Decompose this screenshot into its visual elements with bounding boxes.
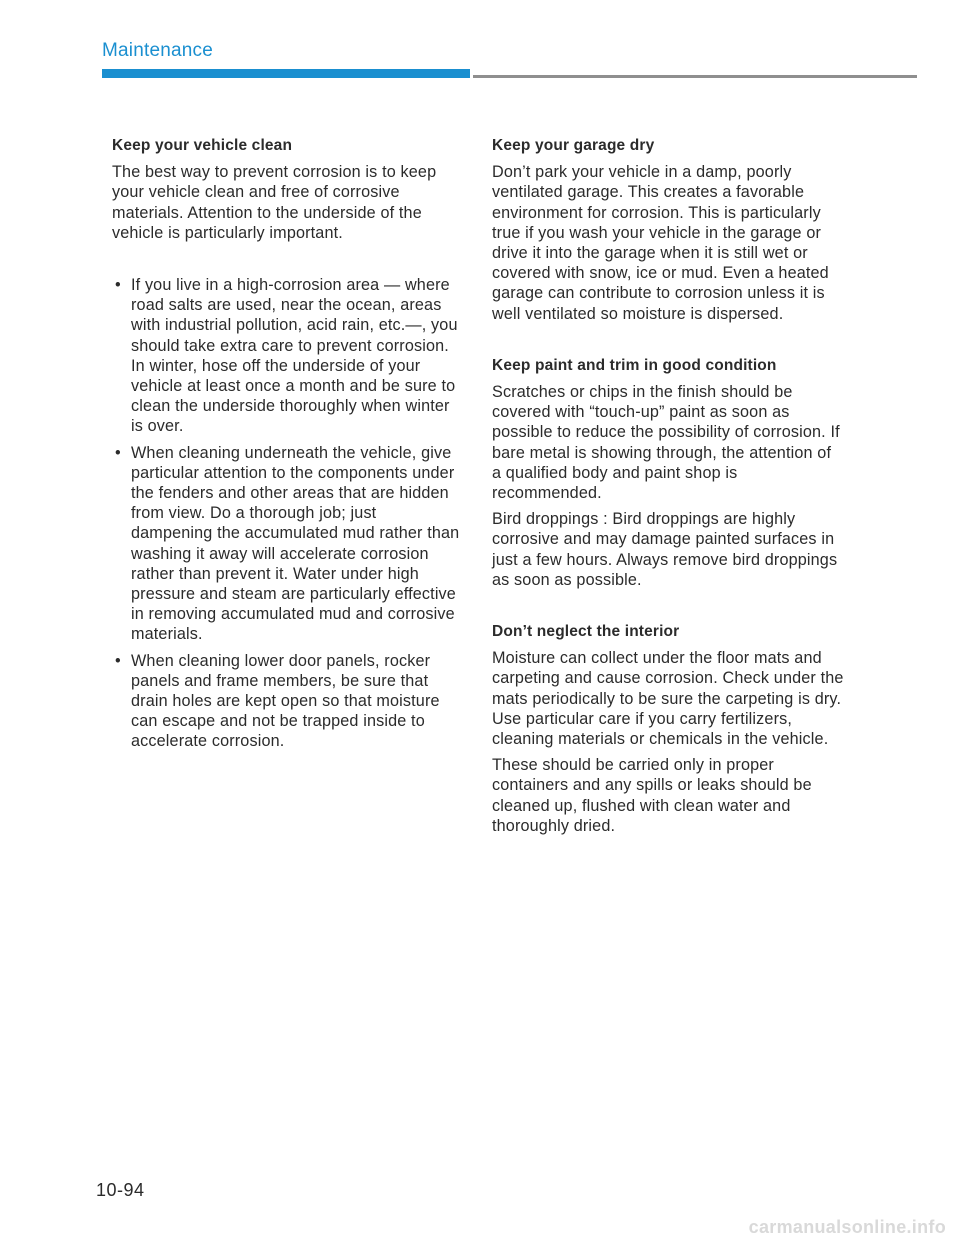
paragraph: Moisture can collect under the floor mats and carpeting and cause corrosion. Check under the mats periodically to be sure the carpeting is dry. Use particular care if you carry fertilizers, cleaning materials or chemicals in the vehicle. bbox=[492, 649, 844, 749]
heading-keep-garage-dry: Keep your garage dry bbox=[492, 137, 655, 154]
heading-keep-vehicle-clean: Keep your vehicle clean bbox=[112, 137, 293, 154]
bullet-text: If you live in a high-corrosion area — where road salts are used, near the ocean, areas with industrial pollution, acid rain, etc.—, you should take extra care to prevent corrosion. In winter, hose off the underside of your vehicle at least once a month and be sure to clean the underside thoroughly when winter is over. bbox=[131, 276, 458, 436]
header-divider-rule bbox=[473, 75, 917, 78]
page-number: 10-94 bbox=[96, 1180, 145, 1200]
intro-paragraph: The best way to prevent corrosion is to keep your vehicle clean and free of corrosive materials. Attention to the underside of the vehicle is particularly important. bbox=[112, 163, 437, 242]
heading-keep-paint-trim: Keep paint and trim in good condition bbox=[492, 356, 777, 374]
bullet-icon: • bbox=[115, 651, 121, 670]
bullet-icon: • bbox=[115, 443, 121, 462]
header-accent-rule bbox=[102, 69, 470, 78]
bullet-text: When cleaning underneath the vehicle, give particular attention to the components under the fenders and other areas that are hidden from view. Do a thorough job; just dampening the accumulated mud rather than washing it away will accelerate corrosion rather than prevent it. Water under high pressure and steam are particularly effective in removing accumulated mud and corrosive materials. bbox=[131, 443, 460, 644]
paragraph: Don’t park your vehicle in a damp, poorly ventilated garage. This creates a favorable environment for corrosion. This is particularly true if you wash your vehicle in the garage or drive it into the garage when it is still wet or covered with snow, ice or mud. Even a heated garage can contribute to corrosion unless it is well ventilated so moisture is dispersed. bbox=[492, 163, 829, 323]
heading-dont-neglect-interior: Don’t neglect the interior bbox=[492, 623, 680, 641]
bullet-list bbox=[112, 275, 462, 752]
list-item bbox=[112, 443, 462, 645]
list-item bbox=[112, 651, 462, 752]
right-column bbox=[492, 136, 844, 842]
bullet-text: When cleaning lower door panels, rocker panels and frame members, be sure that drain holes are kept open so that moisture can escape and not be trapped inside to accelerate corrosion. bbox=[131, 651, 440, 751]
paragraph: Bird droppings : Bird droppings are highly corrosive and may damage painted surfaces in just a few hours. Always remove bird droppings as soon as possible. bbox=[492, 510, 838, 589]
watermark: carmanualsonline.info bbox=[748, 1217, 946, 1237]
bullet-icon: • bbox=[115, 276, 121, 295]
left-column bbox=[112, 136, 462, 758]
list-item bbox=[112, 275, 462, 437]
section-title: Maintenance bbox=[102, 40, 213, 61]
paragraph: Scratches or chips in the finish should be covered with “touch-up” paint as soon as possible to reduce the possibility of corrosion. If bare metal is showing through, the attention of a qualified body and paint shop is recommended. bbox=[492, 383, 840, 503]
paragraph: These should be carried only in proper containers and any spills or leaks should be cleaned up, flushed with clean water and thoroughly dried. bbox=[492, 756, 812, 835]
